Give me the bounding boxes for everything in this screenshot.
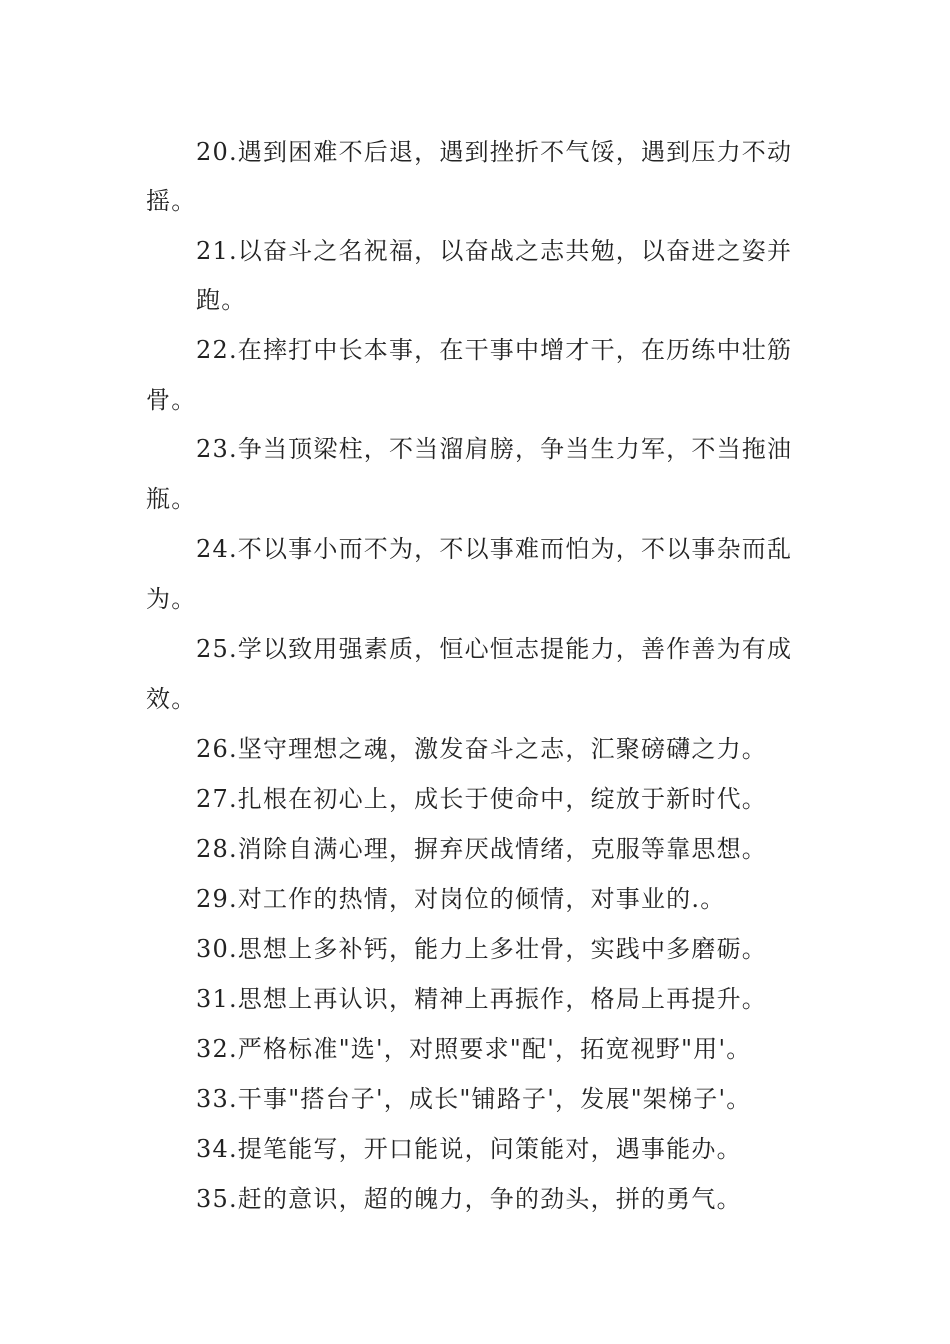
item-20-line-1: 20.遇到困难不后退，遇到挫折不气馁，遇到压力不动 [196,138,793,166]
item-22-line-1: 22.在摔打中长本事，在干事中增才干，在历练中壮筋 [196,336,793,364]
item-21-line-2: 跑。 [196,286,247,314]
item-29: 29.对工作的热情，对岗位的倾情，对事业的.。 [196,885,726,913]
item-20-line-2: 摇。 [146,187,197,215]
item-31: 31.思想上再认识，精神上再振作，格局上再提升。 [196,985,767,1013]
item-27: 27.扎根在初心上，成长于使命中，绽放于新时代。 [196,785,767,813]
item-35: 35.赶的意识，超的魄力，争的劲头，拼的勇气。 [196,1185,742,1213]
item-24-line-1: 24.不以事小而不为，不以事难而怕为，不以事杂而乱 [196,535,793,563]
item-26: 26.坚守理想之魂，激发奋斗之志，汇聚磅礴之力。 [196,735,767,763]
item-34: 34.提笔能写，开口能说，问策能对，遇事能办。 [196,1135,742,1163]
item-21-line-1: 21.以奋斗之名祝福，以奋战之志共勉，以奋进之姿并 [196,237,793,265]
item-25-line-2: 效。 [146,685,197,713]
item-28: 28.消除自满心理，摒弃厌战情绪，克服等靠思想。 [196,835,767,863]
item-32: 32.严格标准"选'，对照要求"配'，拓宽视野"用'。 [196,1035,752,1063]
item-24-line-2: 为。 [146,585,197,613]
item-23-line-2: 瓶。 [146,485,197,513]
item-33: 33.干事"搭台子'，成长"铺路子'，发展"架梯子'。 [196,1085,752,1113]
item-23-line-1: 23.争当顶梁柱，不当溜肩膀，争当生力军，不当拖油 [196,435,793,463]
item-25-line-1: 25.学以致用强素质，恒心恒志提能力，善作善为有成 [196,635,793,663]
item-22-line-2: 骨。 [146,386,197,414]
item-30: 30.思想上多补钙，能力上多壮骨，实践中多磨砺。 [196,935,767,963]
